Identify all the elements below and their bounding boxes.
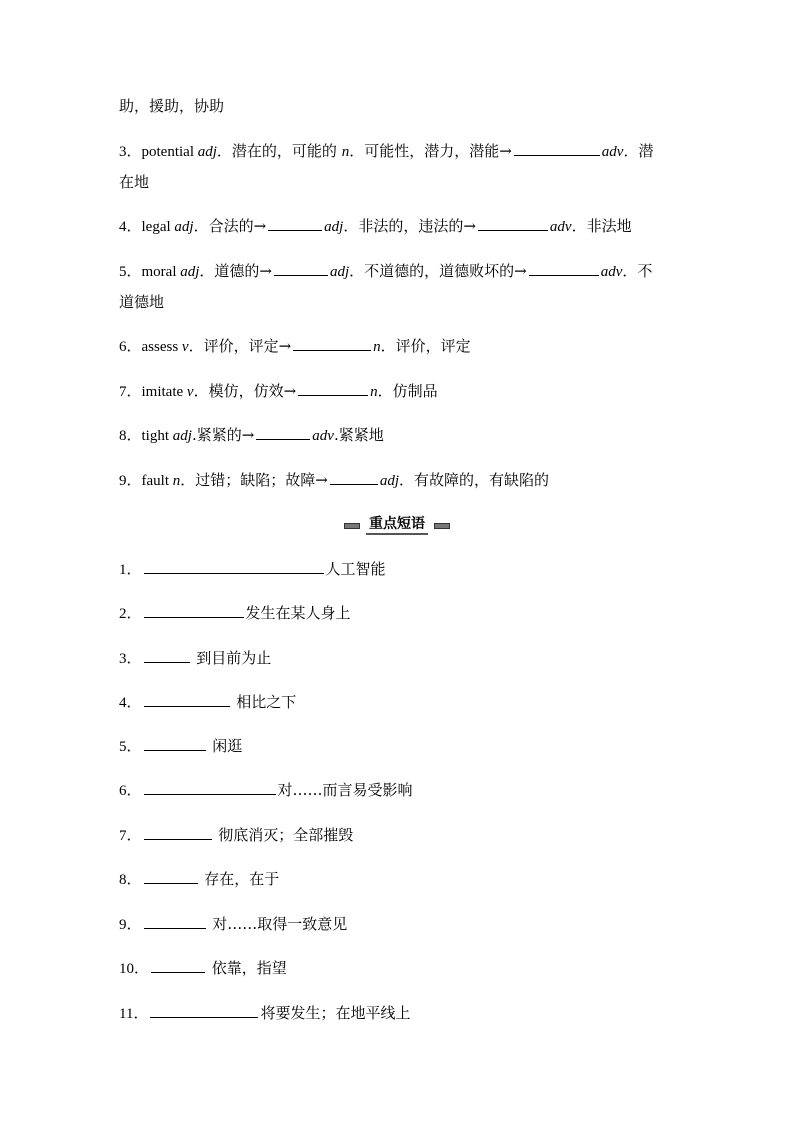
text: ．不道德的，道德败坏的→ xyxy=(349,262,527,280)
text: ．潜在的，可能的 xyxy=(216,142,342,160)
pos: n xyxy=(370,384,378,400)
phrase-number: 1． xyxy=(119,562,142,578)
pos: v xyxy=(181,339,189,355)
vocab-item-7 xyxy=(119,381,438,402)
word: 9．fault xyxy=(119,473,173,489)
title-bar-left xyxy=(344,523,360,529)
vocab-line-2-cont xyxy=(119,96,224,116)
phrase-item-10 xyxy=(119,958,287,979)
phrase-meaning: 彻底消灭；全部摧毁 xyxy=(213,826,354,844)
phrase-meaning: 到目前为止 xyxy=(191,649,272,667)
phrase-number: 11． xyxy=(119,1006,149,1022)
answer-blank[interactable] xyxy=(293,336,371,351)
phrase-item-7 xyxy=(119,825,353,846)
word: 7．imitate xyxy=(119,384,187,400)
answer-blank[interactable] xyxy=(478,216,548,231)
phrase-item-3 xyxy=(119,648,271,669)
text: ．合法的→ xyxy=(193,217,267,235)
phrase-number: 5． xyxy=(119,739,142,755)
pos: adv xyxy=(601,144,624,160)
text: ．过错；缺陷；故障→ xyxy=(180,471,328,489)
vocab-item-3 xyxy=(119,141,653,162)
phrase-item-2 xyxy=(119,603,351,624)
text: ．不 xyxy=(622,262,653,280)
pos: adj xyxy=(180,264,200,280)
answer-blank[interactable] xyxy=(144,780,276,795)
phrase-number: 9． xyxy=(119,917,142,933)
text: ．有故障的，有缺陷的 xyxy=(399,471,550,489)
section-title-text: 重点短语 xyxy=(366,513,428,535)
phrase-item-9 xyxy=(119,914,347,935)
answer-blank[interactable] xyxy=(151,958,205,973)
text: ．潜 xyxy=(623,142,654,160)
text: ．评价，评定 xyxy=(380,337,471,355)
answer-blank[interactable] xyxy=(529,261,599,276)
vocab-item-3-cont xyxy=(119,172,149,192)
pos: adj xyxy=(172,428,192,444)
phrase-meaning: 闲逛 xyxy=(207,737,243,755)
answer-blank[interactable] xyxy=(274,261,328,276)
answer-blank[interactable] xyxy=(514,141,600,156)
text: ．仿制品 xyxy=(377,382,438,400)
phrase-meaning: 发生在某人身上 xyxy=(245,604,351,622)
pos: adj xyxy=(379,473,399,489)
phrase-number: 3． xyxy=(119,651,142,667)
phrase-meaning: 相比之下 xyxy=(231,693,297,711)
text: .紧紧的→ xyxy=(191,426,255,444)
pos: adv xyxy=(549,219,572,235)
vocab-item-9 xyxy=(119,470,549,491)
pos: adv xyxy=(600,264,623,280)
pos: n xyxy=(172,473,181,489)
pos: v xyxy=(186,384,194,400)
pos: adv xyxy=(312,428,334,444)
word: 5．moral xyxy=(119,264,181,280)
text: ．模仿，仿效→ xyxy=(193,382,297,400)
title-bar-right xyxy=(434,523,450,529)
answer-blank[interactable] xyxy=(144,692,230,707)
text: 在地 xyxy=(119,173,150,191)
word: 4．legal xyxy=(119,219,175,235)
answer-blank[interactable] xyxy=(298,381,368,396)
word: 3．potential xyxy=(119,144,198,160)
phrase-number: 10． xyxy=(119,961,150,977)
pos: adj xyxy=(174,219,194,235)
word: 8．tight xyxy=(119,428,173,444)
word: 6．assess xyxy=(119,339,182,355)
answer-blank[interactable] xyxy=(144,736,206,751)
phrase-item-6 xyxy=(119,780,413,801)
vocab-item-5 xyxy=(119,261,652,282)
text: ．评价，评定→ xyxy=(188,337,292,355)
phrase-item-8 xyxy=(119,869,279,890)
vocab-item-6 xyxy=(119,336,471,357)
phrase-meaning: 依靠，指望 xyxy=(207,959,287,977)
answer-blank[interactable] xyxy=(144,914,206,929)
answer-blank[interactable] xyxy=(144,825,212,840)
text: ．道德的→ xyxy=(199,262,272,280)
phrase-meaning: 对……而言易受影响 xyxy=(277,781,413,799)
text: 助，援助，协助 xyxy=(119,97,225,115)
pos: n xyxy=(373,339,381,355)
pos: n xyxy=(341,144,350,160)
vocab-item-4 xyxy=(119,216,632,237)
pos: adj xyxy=(197,144,217,160)
answer-blank[interactable] xyxy=(144,559,324,574)
phrase-number: 6． xyxy=(119,783,142,799)
answer-blank[interactable] xyxy=(144,869,198,884)
text: 道德地 xyxy=(119,293,165,311)
answer-blank[interactable] xyxy=(268,216,322,231)
answer-blank[interactable] xyxy=(256,425,310,440)
phrase-item-1 xyxy=(119,559,386,580)
phrase-meaning: 对……取得一致意见 xyxy=(207,915,348,933)
phrase-number: 8． xyxy=(119,872,142,888)
pos: adj xyxy=(324,219,344,235)
phrase-meaning: 将要发生；在地平线上 xyxy=(260,1004,411,1022)
phrase-item-11 xyxy=(119,1003,410,1024)
phrase-meaning: 存在，在于 xyxy=(199,870,280,888)
phrase-item-5 xyxy=(119,736,242,757)
phrase-number: 2． xyxy=(119,606,142,622)
phrase-item-4 xyxy=(119,692,296,713)
text: ．非法地 xyxy=(571,217,632,235)
answer-blank[interactable] xyxy=(150,1003,258,1018)
section-title xyxy=(344,513,450,535)
phrase-number: 4． xyxy=(119,695,142,711)
text: .紧紧地 xyxy=(333,426,384,444)
phrase-meaning: 人工智能 xyxy=(325,560,386,578)
text: ．非法的，违法的→ xyxy=(343,217,476,235)
text: ．可能性，潜力，潜能→ xyxy=(349,142,512,160)
vocab-item-5-cont xyxy=(119,292,164,312)
vocab-item-8 xyxy=(119,425,384,446)
phrase-number: 7． xyxy=(119,828,142,844)
answer-blank[interactable] xyxy=(144,648,190,663)
answer-blank[interactable] xyxy=(330,470,378,485)
pos: adj xyxy=(330,264,350,280)
answer-blank[interactable] xyxy=(144,603,244,618)
